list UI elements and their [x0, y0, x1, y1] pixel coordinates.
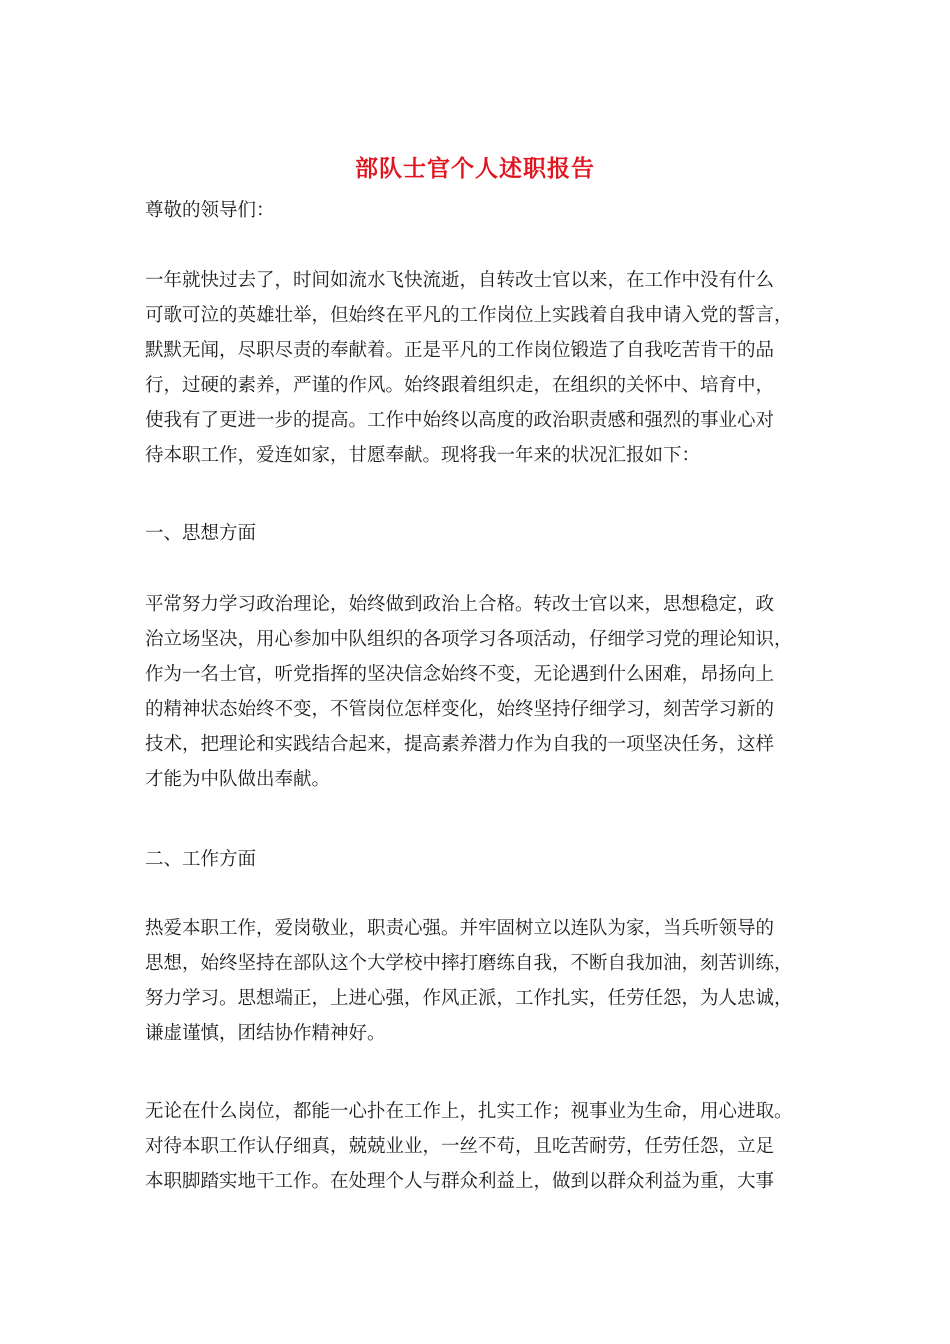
paragraph-2-line-4: 的精神状态始终不变，不管岗位怎样变化，始终坚持仔细学习，刻苦学习新的 [145, 699, 775, 720]
paragraph-4-line-2: 对待本职工作认仔细真，兢兢业业，一丝不苟，且吃苦耐劳，任劳任怨，立足 [145, 1136, 775, 1157]
paragraph-1-line-2: 可歌可泣的英雄壮举，但始终在平凡的工作岗位上实践着自我申请入党的誓言， [145, 305, 793, 326]
section-heading-work: 二、工作方面 [145, 849, 257, 870]
paragraph-3-line-4: 谦虚谨慎，团结协作精神好。 [145, 1023, 386, 1044]
paragraph-1-line-4: 行，过硬的素养，严谨的作风。始终跟着组织走，在组织的关怀中、培育中， [145, 375, 775, 396]
paragraph-3-line-2: 思想，始终坚持在部队这个大学校中摔打磨练自我，不断自我加油，刻苦训练， [145, 953, 793, 974]
paragraph-2-line-6: 才能为中队做出奉献。 [145, 769, 331, 790]
paragraph-3-line-3: 努力学习。思想端正，上进心强，作风正派，工作扎实，任劳任怨，为人忠诚， [145, 988, 793, 1009]
paragraph-2-line-3: 作为一名士官，听党指挥的坚决信念始终不变，无论遇到什么困难，昂扬向上 [145, 664, 775, 685]
paragraph-4-line-3: 本职脚踏实地干工作。在处理个人与群众利益上，做到以群众利益为重，大事 [145, 1171, 775, 1192]
paragraph-2-line-2: 治立场坚决，用心参加中队组织的各项学习各项活动，仔细学习党的理论知识， [145, 629, 793, 650]
paragraph-1-line-6: 待本职工作，爱连如家，甘愿奉献。现将我一年来的状况汇报如下： [145, 445, 701, 466]
paragraph-4-line-1: 无论在什么岗位，都能一心扑在工作上，扎实工作；视事业为生命，用心进取。 [145, 1101, 793, 1122]
section-heading-thought: 一、思想方面 [145, 523, 257, 544]
paragraph-3-line-1: 热爱本职工作，爱岗敬业，职责心强。并牢固树立以连队为家，当兵听领导的 [145, 918, 775, 939]
paragraph-1-line-3: 默默无闻，尽职尽责的奉献着。正是平凡的工作岗位锻造了自我吃苦肯干的品 [145, 340, 775, 361]
paragraph-1-line-5: 使我有了更进一步的提高。工作中始终以高度的政治职责感和强烈的事业心对 [145, 410, 775, 431]
paragraph-2-line-1: 平常努力学习政治理论，始终做到政治上合格。转改士官以来，思想稳定，政 [145, 594, 775, 615]
document-title: 部队士官个人述职报告 [355, 155, 595, 182]
paragraph-1-line-1: 一年就快过去了，时间如流水飞快流逝，自转改士官以来，在工作中没有什么 [145, 270, 775, 291]
paragraph-2-line-5: 技术，把理论和实践结合起来，提高素养潜力作为自我的一项坚决任务，这样 [145, 734, 775, 755]
salutation: 尊敬的领导们： [145, 200, 275, 221]
